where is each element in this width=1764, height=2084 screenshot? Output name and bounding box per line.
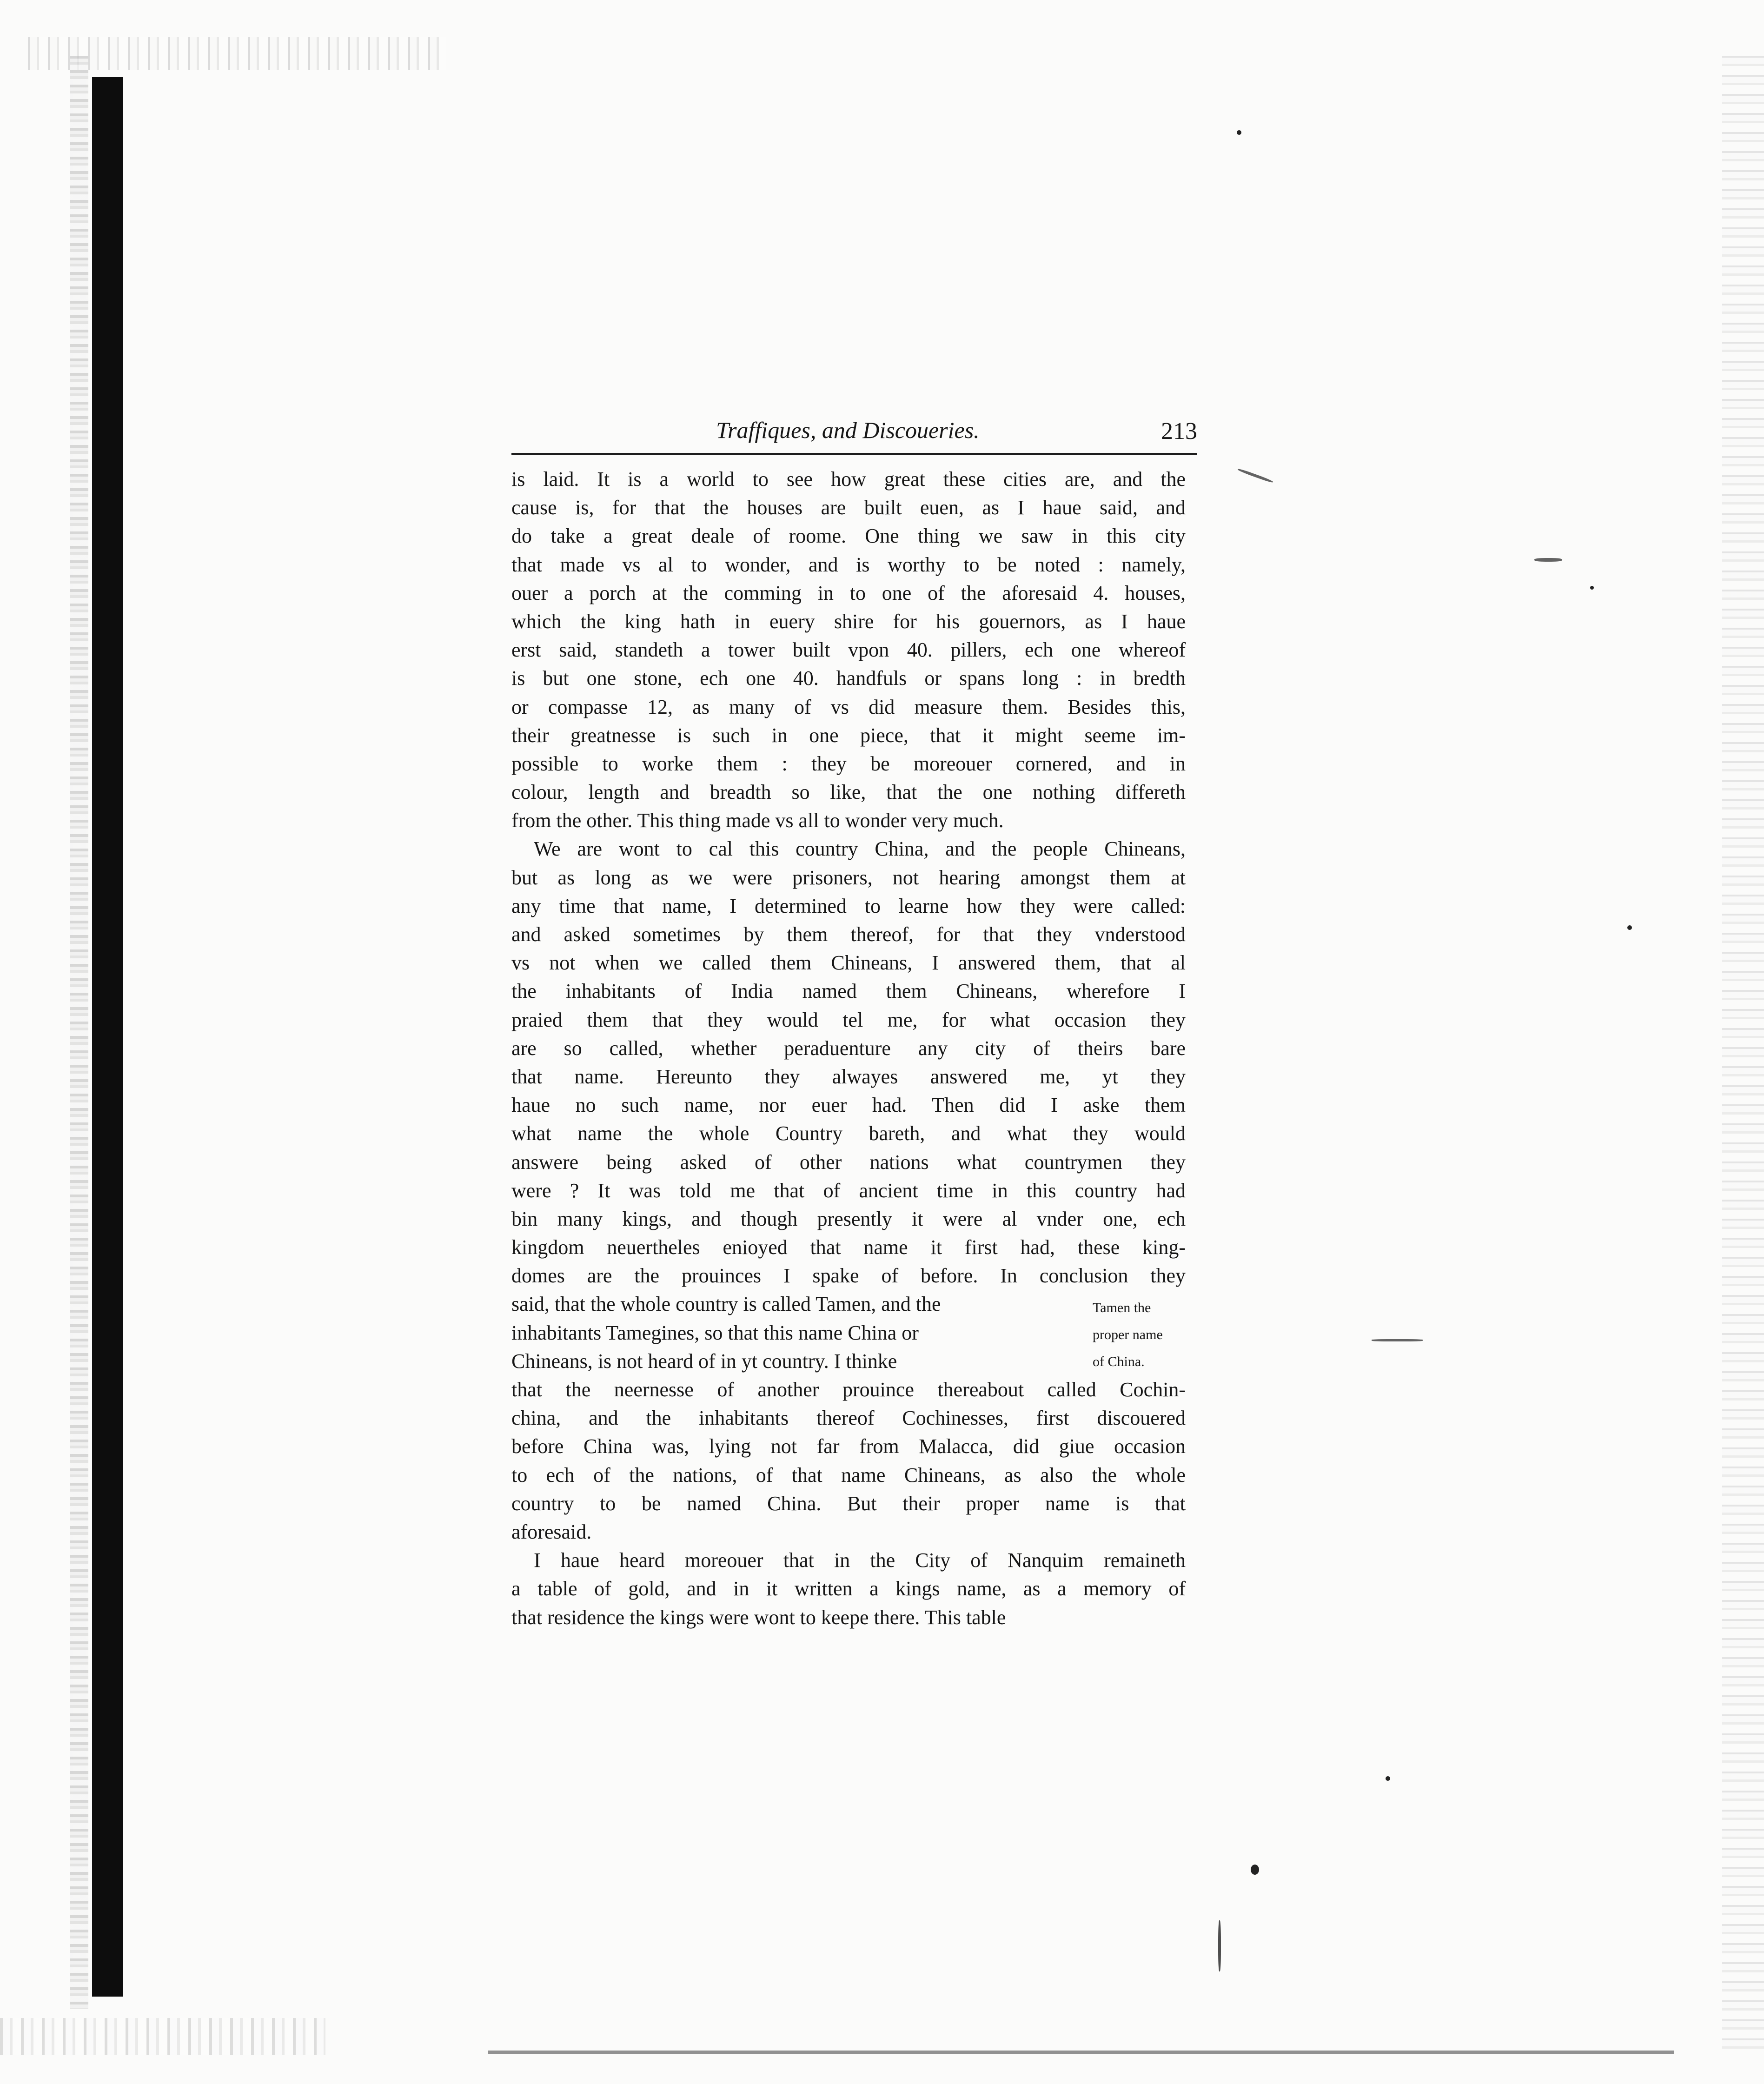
text-line: any time that name, I determined to learne how they were called: (511, 894, 1186, 917)
text-line: haue no such name, nor euer had. Then did I aske them (511, 1094, 1186, 1117)
text-line: ouer a porch at the comming in to one of the aforesaid 4. houses, (511, 581, 1186, 604)
text-line: before China was, lying not far from Malacca, did giue occasion (511, 1435, 1186, 1458)
text-line: kingdom neuertheles enioyed that name it first had, these king- (511, 1236, 1186, 1259)
paragraph (511, 1546, 1186, 1632)
paragraph (511, 835, 1186, 1546)
text-line: colour, length and breadth so like, that the one nothing differeth (511, 781, 1186, 804)
text-line: is laid. It is a world to see how great these cities are, and the (511, 468, 1186, 491)
text-line: and asked sometimes by them thereof, for that they vnderstood (511, 923, 1186, 946)
scan-speck (1386, 1776, 1390, 1781)
text-line: We are wont to cal this country China, and the people Chineans, (534, 837, 1186, 861)
body-text (511, 465, 1186, 1632)
running-head (511, 417, 1197, 449)
text-line: country to be named China. But their proper name is that (511, 1492, 1186, 1515)
margin-note (1093, 1294, 1214, 1375)
text-line: praied them that they would tel me, for what occasion they (511, 1008, 1186, 1031)
scan-edge-bottom (0, 2018, 325, 2055)
scan-speck (1590, 586, 1594, 590)
paragraph (511, 465, 1186, 835)
text-line: what name the whole Country bareth, and what they would (511, 1122, 1186, 1145)
text-line: is but one stone, ech one 40. handfuls or spans long : in bredth (511, 667, 1186, 690)
text-line: inhabitants Tamegines, so that this name China or (511, 1321, 919, 1344)
text-line: cause is, for that the houses are built euen, as I haue said, and (511, 496, 1186, 519)
text-line: that residence the kings were wont to keepe there. This table (511, 1606, 1006, 1629)
scan-speck (1534, 558, 1562, 562)
scan-bottom-line (488, 2051, 1674, 2054)
scan-speck (1627, 925, 1632, 930)
text-line: from the other. This thing made vs all to wonder very much. (511, 809, 1004, 832)
text-line: or compasse 12, as many of vs did measure them. Besides this, (511, 695, 1186, 718)
text-line: a table of gold, and in it written a kings name, as a memory of (511, 1577, 1186, 1600)
text-line: I haue heard moreouer that in the City of Nanquim remaineth (534, 1549, 1186, 1572)
text-line: Chineans, is not heard of in yt country. I thinke (511, 1349, 897, 1373)
text-line: erst said, standeth a tower built vpon 40. pillers, ech one whereof (511, 638, 1186, 662)
text-line: that the neernesse of another prouince thereabout called Cochin- (511, 1378, 1186, 1401)
page-number: 213 (1161, 418, 1197, 445)
text-line: domes are the prouinces I spake of before. In conclusion they (511, 1264, 1186, 1288)
text-line: to ech of the nations, of that name Chineans, as also the whole (511, 1463, 1186, 1487)
margin-note-line: of China. (1093, 1354, 1145, 1369)
scan-edge-top (28, 37, 446, 70)
text-line: do take a great deale of roome. One thing we saw in this city (511, 524, 1186, 548)
text-line: china, and the inhabitants thereof Cochinesses, first discouered (511, 1407, 1186, 1430)
running-head-title: Traffiques, and Discoueries. (716, 417, 980, 443)
scan-edge-right (1722, 56, 1764, 2055)
text-line: possible to worke them : they be moreouer cornered, and in (511, 752, 1186, 775)
text-line: aforesaid. (511, 1520, 592, 1543)
scan-speck (1372, 1339, 1423, 1341)
text-line: vs not when we called them Chineans, I answered them, that al (511, 951, 1186, 975)
text-line: answere being asked of other nations what countrymen they (511, 1150, 1186, 1174)
text-line: are so called, whether peraduenture any city of theirs bare (511, 1036, 1186, 1060)
text-line: that name. Hereunto they alwayes answered me, yt they (511, 1065, 1186, 1088)
scan-speck (1251, 1865, 1259, 1875)
scan-speck (1237, 130, 1241, 135)
text-line: that made vs al to wonder, and is worthy to be noted : namely, (511, 553, 1186, 576)
margin-note-line: Tamen the (1093, 1300, 1151, 1315)
text-line: which the king hath in euery shire for his gouernors, as I haue (511, 610, 1186, 633)
text-line: were ? It was told me that of ancient time in this country had (511, 1179, 1186, 1202)
scan-gutter-grain (70, 56, 88, 2009)
text-line: bin many kings, and though presently it were al vnder one, ech (511, 1207, 1186, 1230)
text-line: the inhabitants of India named them Chineans, wherefore I (511, 980, 1186, 1003)
scan-speck (1218, 1920, 1221, 1971)
text-line: but as long as we were prisoners, not hearing amongst them at (511, 866, 1186, 889)
binding-shadow (92, 77, 123, 1997)
scan-speck (1237, 468, 1273, 484)
text-line: their greatnesse is such in one piece, that it might seeme im- (511, 723, 1186, 747)
text-line: said, that the whole country is called Tamen, and the (511, 1293, 941, 1316)
margin-note-line: proper name (1093, 1327, 1163, 1342)
header-rule (511, 453, 1197, 455)
